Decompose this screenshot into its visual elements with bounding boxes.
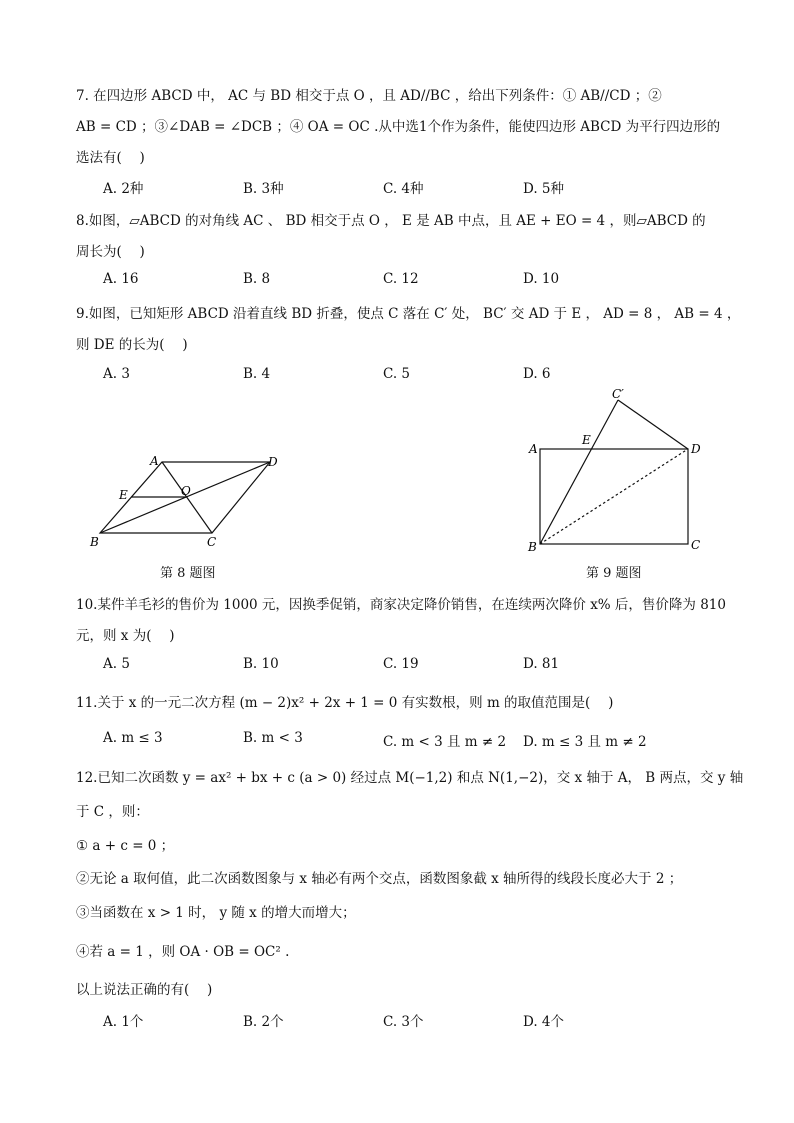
q11-stem: 11.关于 x 的一元二次方程 (m − 2)x² + 2x + 1 = 0 有实数根，则 m 的取值范围是( )	[76, 695, 614, 711]
label-d: D	[691, 442, 701, 456]
q12-question: 以上说法正确的有( )	[76, 982, 213, 998]
q8-option-b[interactable]: B. 8	[243, 271, 271, 287]
label-c: C	[691, 538, 701, 552]
q9-stem-line2: 则 DE 的长为( )	[76, 337, 188, 353]
q8-stem-line1: 8.如图，▱ABCD 的对角线 AC 、 BD 相交于点 O ， E 是 AB 中点，且 AE + EO = 4 ，则▱ABCD 的	[76, 213, 706, 229]
fold-line-bd	[540, 449, 688, 544]
q12-option-c[interactable]: C. 3个	[383, 1014, 424, 1030]
label-e: E	[582, 433, 591, 447]
figure-8-parallelogram	[80, 445, 300, 555]
q12-statement-3: ③当函数在 x > 1 时， y 随 x 的增大而增大；	[76, 905, 356, 921]
segment-cprime-d	[618, 400, 688, 449]
q9-option-a[interactable]: A. 3	[103, 366, 130, 382]
q8-option-d[interactable]: D. 10	[523, 271, 560, 287]
figure-9-folded-rectangle	[520, 385, 720, 555]
q7-option-d[interactable]: D. 5种	[523, 181, 565, 197]
q9-option-c[interactable]: C. 5	[383, 366, 411, 382]
label-b: B	[90, 535, 99, 549]
q12-statement-4: ④若 a = 1 ，则 OA · OB = OC² .	[76, 944, 290, 960]
q8-option-a[interactable]: A. 16	[103, 271, 139, 287]
q11-option-b[interactable]: B. m < 3	[243, 730, 303, 746]
figure-8-caption: 第 8 题图	[160, 566, 216, 581]
label-c-prime: C′	[612, 387, 624, 401]
q12-statement-1: ① a + c = 0 ；	[76, 838, 175, 854]
q11-option-c[interactable]: C. m < 3 且 m ≠ 2	[383, 734, 507, 750]
label-a: A	[150, 454, 159, 468]
q11-option-d[interactable]: D. m ≤ 3 且 m ≠ 2	[523, 734, 647, 750]
q7-option-b[interactable]: B. 3种	[243, 181, 284, 197]
q10-stem-line2: 元，则 x 为( )	[76, 628, 175, 644]
q9-stem-line1: 9.如图，已知矩形 ABCD 沿着直线 BD 折叠，使点 C 落在 C′ 处， BC′ 交 AD 于 E ， AD = 8 ， AB = 4 ，	[76, 306, 741, 322]
q12-statement-2: ②无论 a 取何值，此二次函数图象与 x 轴必有两个交点，函数图象截 x 轴所得的线段长度必大于 2 ；	[76, 871, 683, 887]
q7-option-a[interactable]: A. 2种	[103, 181, 144, 197]
q7-stem-line1: 7. 在四边形 ABCD 中， AC 与 BD 相交于点 O ，且 AD//BC ，给出下列条件：① AB//CD ；②	[76, 88, 662, 104]
q8-stem-line2: 周长为( )	[76, 244, 145, 260]
q10-stem-line1: 10.某件羊毛衫的售价为 1000 元，因换季促销，商家决定降价销售，在连续两次降价 x% 后，售价降为 810	[76, 597, 726, 613]
q9-option-d[interactable]: D. 6	[523, 366, 551, 382]
label-c: C	[207, 535, 217, 549]
q12-option-d[interactable]: D. 4个	[523, 1014, 565, 1030]
label-e: E	[119, 488, 128, 502]
q7-option-c[interactable]: C. 4种	[383, 181, 424, 197]
segment-bcprime	[540, 400, 618, 544]
q12-option-a[interactable]: A. 1个	[103, 1014, 144, 1030]
q10-option-a[interactable]: A. 5	[103, 656, 130, 672]
q7-stem-line3: 选法有( )	[76, 150, 145, 166]
q12-stem-line2: 于 C ，则：	[76, 804, 149, 820]
q9-option-b[interactable]: B. 4	[243, 366, 271, 382]
q11-option-a[interactable]: A. m ≤ 3	[103, 730, 163, 746]
q12-option-b[interactable]: B. 2个	[243, 1014, 284, 1030]
q7-stem-line2: AB = CD ；③∠DAB = ∠DCB ；④ OA = OC .从中选1个作为条件，能使四边形 ABCD 为平行四边形的	[76, 119, 721, 135]
q10-option-b[interactable]: B. 10	[243, 656, 279, 672]
label-a: A	[529, 442, 538, 456]
label-o: O	[181, 484, 191, 498]
q8-option-c[interactable]: C. 12	[383, 271, 419, 287]
q10-option-d[interactable]: D. 81	[523, 656, 560, 672]
q12-stem-line1: 12.已知二次函数 y = ax² + bx + c (a > 0) 经过点 M(−1,2) 和点 N(1,−2)，交 x 轴于 A， B 两点，交 y 轴	[76, 770, 744, 786]
label-b: B	[528, 540, 537, 554]
q10-option-c[interactable]: C. 19	[383, 656, 419, 672]
label-d: D	[268, 455, 278, 469]
figure-9-caption: 第 9 题图	[586, 566, 642, 581]
